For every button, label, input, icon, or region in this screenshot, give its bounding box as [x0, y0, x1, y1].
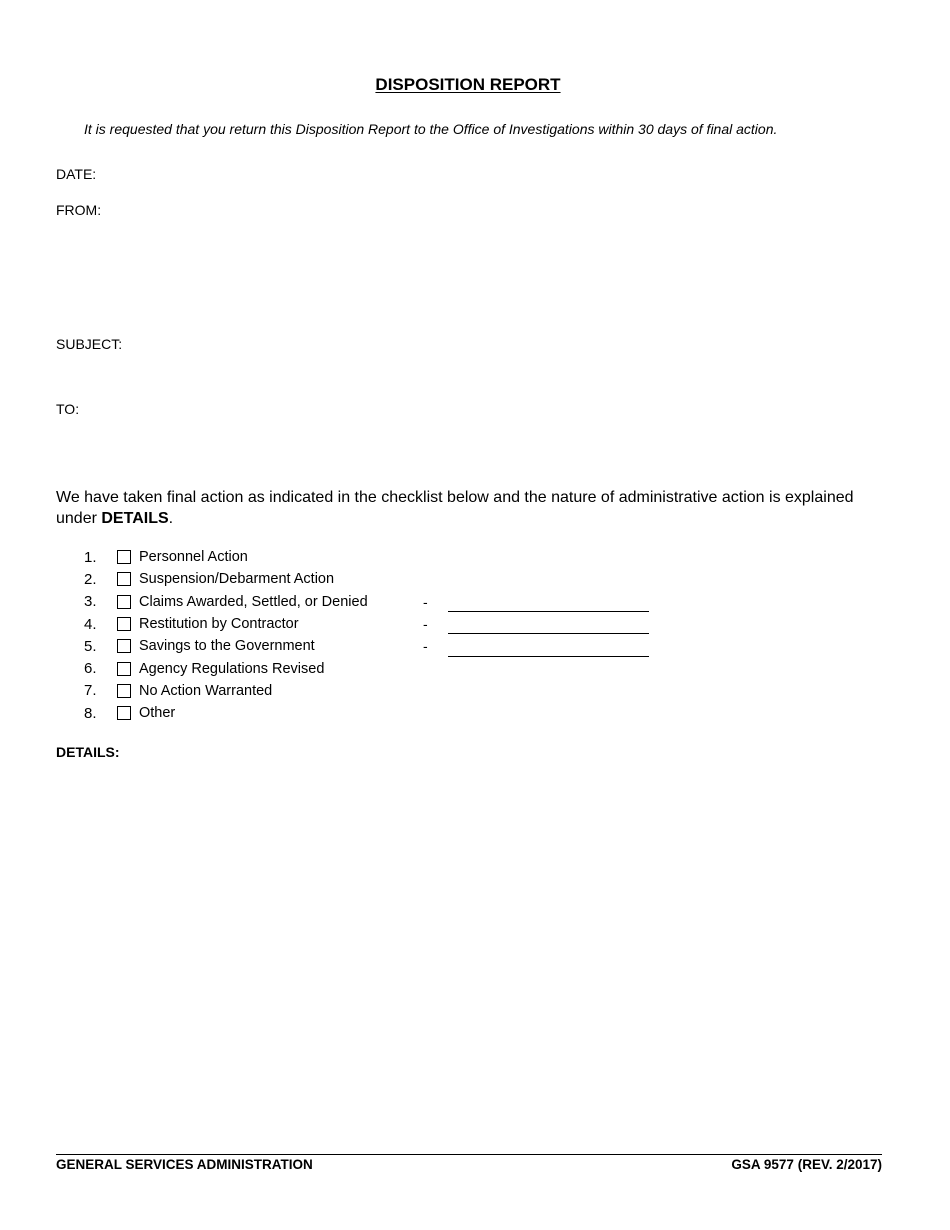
item-number: 3. [84, 593, 97, 611]
checkbox-personnel-action[interactable] [117, 550, 131, 564]
checkbox-no-action[interactable] [117, 684, 131, 698]
checklist-item-restitution [84, 613, 428, 635]
action-statement [56, 487, 856, 529]
checklist-item-savings [84, 635, 428, 657]
amount-dash: - [423, 615, 428, 632]
item-label: Savings to the Government [139, 638, 315, 655]
checklist-item-other [84, 702, 368, 724]
item-label: No Action Warranted [139, 682, 273, 699]
checklist-item-no-action [84, 680, 368, 702]
item-number: 7. [84, 682, 97, 700]
checklist-item-personnel-action [84, 546, 368, 568]
checkbox-suspension-debarment[interactable] [117, 572, 131, 586]
from-label: FROM: [56, 202, 102, 218]
restitution-amount [423, 613, 649, 635]
checkbox-restitution[interactable] [117, 617, 131, 631]
form-instructions: It is requested that you return this Disposition Report to the Office of Investigations within 30 days of final action. [84, 121, 778, 137]
action-checklist [84, 546, 428, 724]
item-number: 8. [84, 704, 97, 722]
amount-dash: - [423, 638, 428, 655]
checkbox-regulations[interactable] [117, 662, 131, 676]
restitution-amount-field[interactable] [448, 619, 649, 634]
details-label: DETAILS: [56, 744, 120, 760]
item-number: 1. [84, 548, 97, 566]
form-title: DISPOSITION REPORT [375, 75, 561, 94]
item-number: 5. [84, 637, 97, 655]
subject-label: SUBJECT: [56, 336, 123, 352]
statement-emphasis: DETAILS [101, 510, 169, 527]
item-label: Claims Awarded, Settled, or Denied [139, 593, 368, 610]
footer-form-number: GSA 9577 (REV. 2/2017) [731, 1157, 882, 1172]
item-label: Agency Regulations Revised [139, 660, 325, 677]
footer-agency: GENERAL SERVICES ADMINISTRATION [56, 1157, 313, 1172]
checkbox-savings[interactable] [117, 639, 131, 653]
checklist-item-suspension-debarment [84, 568, 368, 590]
item-number: 6. [84, 660, 97, 678]
item-label: Restitution by Contractor [139, 616, 299, 633]
claims-amount [423, 591, 649, 613]
checklist-item-regulations [84, 657, 368, 679]
checkbox-claims[interactable] [117, 595, 131, 609]
item-label: Other [139, 705, 176, 722]
to-label: TO: [56, 401, 80, 417]
claims-amount-field[interactable] [448, 597, 649, 612]
date-label: DATE: [56, 166, 97, 182]
item-number: 2. [84, 570, 97, 588]
amount-dash: - [423, 593, 428, 610]
statement-end: . [168, 510, 174, 527]
item-number: 4. [84, 615, 97, 633]
item-label: Suspension/Debarment Action [139, 571, 335, 588]
item-label: Personnel Action [139, 549, 248, 566]
savings-amount-field[interactable] [448, 642, 649, 657]
savings-amount [423, 635, 649, 657]
footer-divider [56, 1154, 882, 1155]
checkbox-other[interactable] [117, 706, 131, 720]
statement-text: We have taken final action as indicated in the checklist below and the nature of administrative action is explained under [56, 489, 854, 527]
checklist-item-claims [84, 591, 428, 613]
